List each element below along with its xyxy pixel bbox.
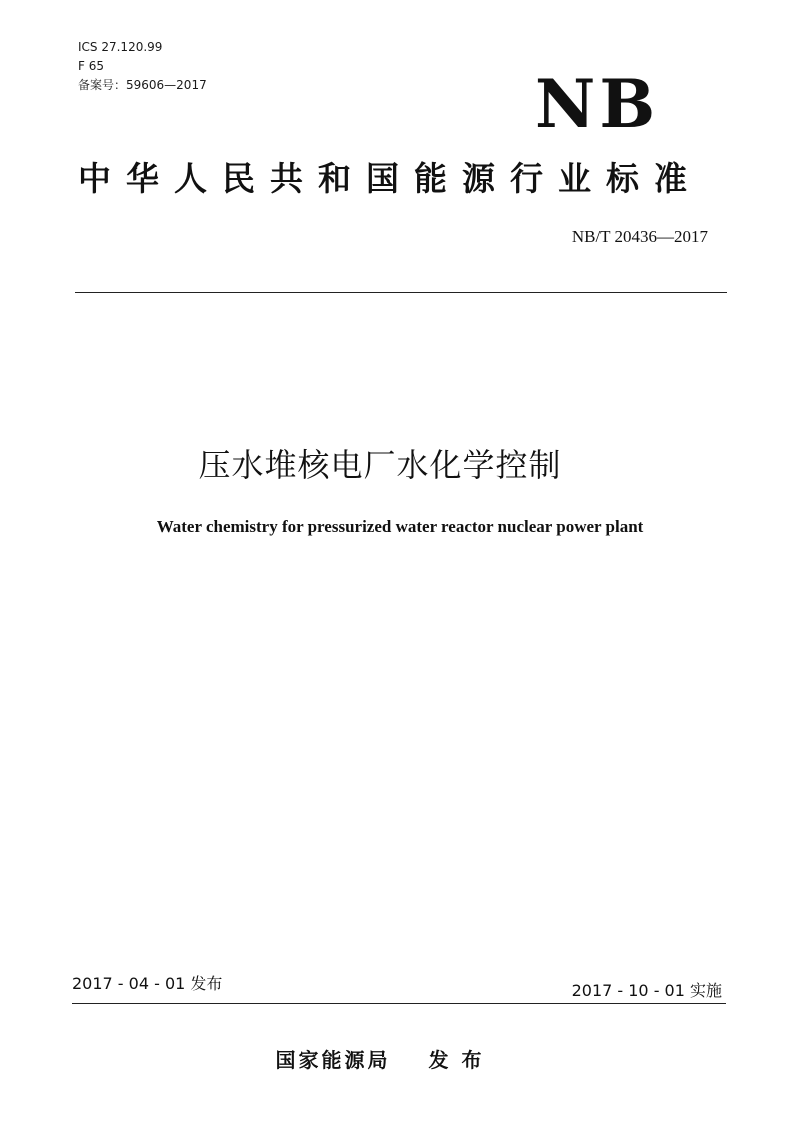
publisher-action: 发 布 [428, 1048, 485, 1072]
standard-category-title: 中华人民共和国能源行业标准 [78, 159, 702, 198]
document-title-english: Water chemistry for pressurized water reactor nuclear power plant [156, 517, 644, 536]
record-number: 备案号：59606—2017 [78, 78, 207, 92]
bottom-divider [72, 1003, 726, 1004]
issue-date: 2017 - 04 - 01 发布 [72, 974, 223, 993]
document-title-chinese: 压水堆核电厂水化学控制 [198, 446, 562, 484]
publisher-line [0, 1046, 760, 1074]
ccs-code: F 65 [78, 59, 104, 73]
publisher-name: 国家能源局 [275, 1048, 391, 1072]
standard-number: NB/T 20436—2017 [571, 227, 708, 246]
implementation-date: 2017 - 10 - 01 实施 [571, 981, 722, 1000]
classification-block [78, 38, 207, 95]
top-divider [75, 292, 727, 293]
ics-code: ICS 27.120.99 [78, 40, 163, 54]
nb-logo: NB [535, 65, 660, 143]
